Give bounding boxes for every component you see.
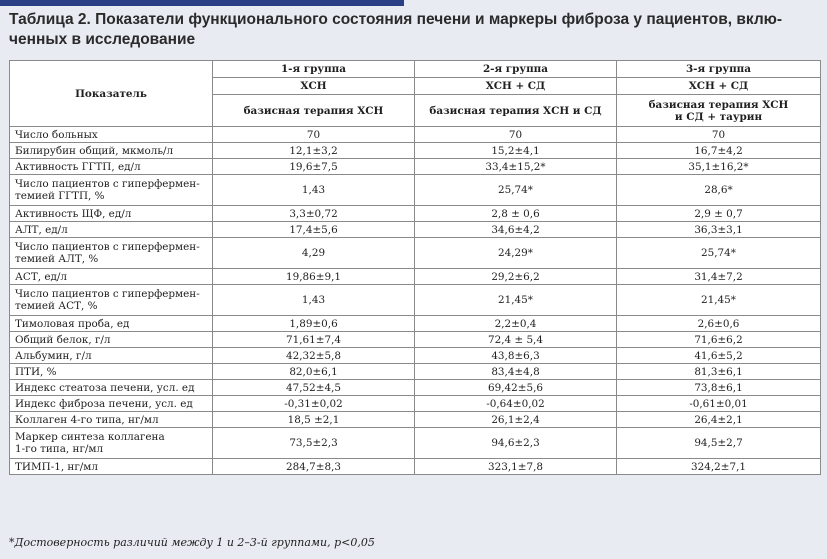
cell-group-2: 33,4±15,2* <box>415 159 617 175</box>
table-container <box>9 60 820 475</box>
cell-group-1: 42,32±5,8 <box>213 348 415 364</box>
table-row <box>10 316 821 332</box>
table-title: Таблица 2. Показатели функционального состояния печени и маркеры фиброза у пациентов, вклю- ченных в исследование <box>9 11 783 48</box>
table-row <box>10 238 821 269</box>
table-row <box>10 428 821 459</box>
cell-group-3: 41,6±5,2 <box>617 348 821 364</box>
cell-group-1: 1,43 <box>213 285 415 316</box>
cell-group-3: 28,6* <box>617 175 821 206</box>
cell-group-2: 25,74* <box>415 175 617 206</box>
cell-group-3: 31,4±7,2 <box>617 269 821 285</box>
table-row <box>10 206 821 222</box>
table-row <box>10 412 821 428</box>
cell-group-3: 25,74* <box>617 238 821 269</box>
param-header: Показатель <box>10 61 213 127</box>
cell-group-2: 69,42±5,6 <box>415 380 617 396</box>
cell-group-1: -0,31±0,02 <box>213 396 415 412</box>
cell-group-1: 12,1±3,2 <box>213 143 415 159</box>
cell-group-1: 19,86±9,1 <box>213 269 415 285</box>
cell-group-1: 18,5 ±2,1 <box>213 412 415 428</box>
row-label: Индекс стеатоза печени, усл. ед <box>10 380 213 396</box>
table-row <box>10 459 821 475</box>
therapy-header-1: базисная терапия ХСН <box>213 95 415 127</box>
diagnosis-header-2: ХСН + СД <box>415 78 617 95</box>
cell-group-3: 21,45* <box>617 285 821 316</box>
row-label: Общий белок, г/л <box>10 332 213 348</box>
row-label: Маркер синтеза коллагена 1-го типа, нг/мл <box>10 428 213 459</box>
row-label: ТИМП-1, нг/мл <box>10 459 213 475</box>
cell-group-2: 70 <box>415 127 617 143</box>
row-label: Число пациентов с гиперфермен- темией ГГТП, % <box>10 175 213 206</box>
cell-group-3: 73,8±6,1 <box>617 380 821 396</box>
cell-group-2: 72,4 ± 5,4 <box>415 332 617 348</box>
cell-group-1: 3,3±0,72 <box>213 206 415 222</box>
row-label: Тимоловая проба, ед <box>10 316 213 332</box>
cell-group-1: 82,0±6,1 <box>213 364 415 380</box>
cell-group-3: 94,5±2,7 <box>617 428 821 459</box>
row-label: Индекс фиброза печени, усл. ед <box>10 396 213 412</box>
row-label: АСТ, ед/л <box>10 269 213 285</box>
cell-group-2: -0,64±0,02 <box>415 396 617 412</box>
cell-group-2: 21,45* <box>415 285 617 316</box>
cell-group-1: 17,4±5,6 <box>213 222 415 238</box>
cell-group-2: 26,1±2,4 <box>415 412 617 428</box>
cell-group-2: 24,29* <box>415 238 617 269</box>
group-header-3: 3-я группа <box>617 61 821 78</box>
cell-group-3: -0,61±0,01 <box>617 396 821 412</box>
diagnosis-header-3: ХСН + СД <box>617 78 821 95</box>
group-header-1: 1-я группа <box>213 61 415 78</box>
cell-group-2: 43,8±6,3 <box>415 348 617 364</box>
cell-group-1: 70 <box>213 127 415 143</box>
table-row <box>10 348 821 364</box>
cell-group-3: 324,2±7,1 <box>617 459 821 475</box>
table-row <box>10 332 821 348</box>
cell-group-3: 2,9 ± 0,7 <box>617 206 821 222</box>
cell-group-2: 83,4±4,8 <box>415 364 617 380</box>
cell-group-1: 71,61±7,4 <box>213 332 415 348</box>
row-label: ПТИ, % <box>10 364 213 380</box>
group-header-2: 2-я группа <box>415 61 617 78</box>
table-row <box>10 222 821 238</box>
row-label: Коллаген 4-го типа, нг/мл <box>10 412 213 428</box>
cell-group-3: 71,6±6,2 <box>617 332 821 348</box>
cell-group-2: 323,1±7,8 <box>415 459 617 475</box>
footnote: *Достоверность различий между 1 и 2–3-й группами, p<0,05 <box>9 536 375 549</box>
table-row <box>10 127 821 143</box>
cell-group-1: 1,43 <box>213 175 415 206</box>
cell-group-1: 1,89±0,6 <box>213 316 415 332</box>
cell-group-1: 47,52±4,5 <box>213 380 415 396</box>
cell-group-2: 15,2±4,1 <box>415 143 617 159</box>
cell-group-1: 284,7±8,3 <box>213 459 415 475</box>
table-row <box>10 364 821 380</box>
accent-bar <box>0 0 404 6</box>
cell-group-2: 29,2±6,2 <box>415 269 617 285</box>
table-row <box>10 285 821 316</box>
cell-group-3: 16,7±4,2 <box>617 143 821 159</box>
row-label: Билирубин общий, мкмоль/л <box>10 143 213 159</box>
cell-group-3: 36,3±3,1 <box>617 222 821 238</box>
cell-group-2: 2,2±0,4 <box>415 316 617 332</box>
therapy-header-2: базисная терапия ХСН и СД <box>415 95 617 127</box>
cell-group-3: 35,1±16,2* <box>617 159 821 175</box>
cell-group-2: 34,6±4,2 <box>415 222 617 238</box>
data-table <box>9 60 821 475</box>
row-label: Альбумин, г/л <box>10 348 213 364</box>
cell-group-1: 19,6±7,5 <box>213 159 415 175</box>
diagnosis-header-1: ХСН <box>213 78 415 95</box>
row-label: Активность ГГТП, ед/л <box>10 159 213 175</box>
row-label: Число пациентов с гиперфермен- темией АСТ, % <box>10 285 213 316</box>
table-row <box>10 396 821 412</box>
row-label: Активность ЩФ, ед/л <box>10 206 213 222</box>
cell-group-1: 73,5±2,3 <box>213 428 415 459</box>
table-row <box>10 175 821 206</box>
therapy-header-3: базисная терапия ХСН и СД + таурин <box>617 95 821 127</box>
row-label: Число пациентов с гиперфермен- темией АЛТ, % <box>10 238 213 269</box>
cell-group-3: 70 <box>617 127 821 143</box>
cell-group-2: 94,6±2,3 <box>415 428 617 459</box>
table-row <box>10 380 821 396</box>
cell-group-3: 2,6±0,6 <box>617 316 821 332</box>
row-label: Число больных <box>10 127 213 143</box>
cell-group-1: 4,29 <box>213 238 415 269</box>
table-row <box>10 269 821 285</box>
cell-group-2: 2,8 ± 0,6 <box>415 206 617 222</box>
row-label: АЛТ, ед/л <box>10 222 213 238</box>
table-row <box>10 143 821 159</box>
table-row <box>10 159 821 175</box>
cell-group-3: 81,3±6,1 <box>617 364 821 380</box>
cell-group-3: 26,4±2,1 <box>617 412 821 428</box>
